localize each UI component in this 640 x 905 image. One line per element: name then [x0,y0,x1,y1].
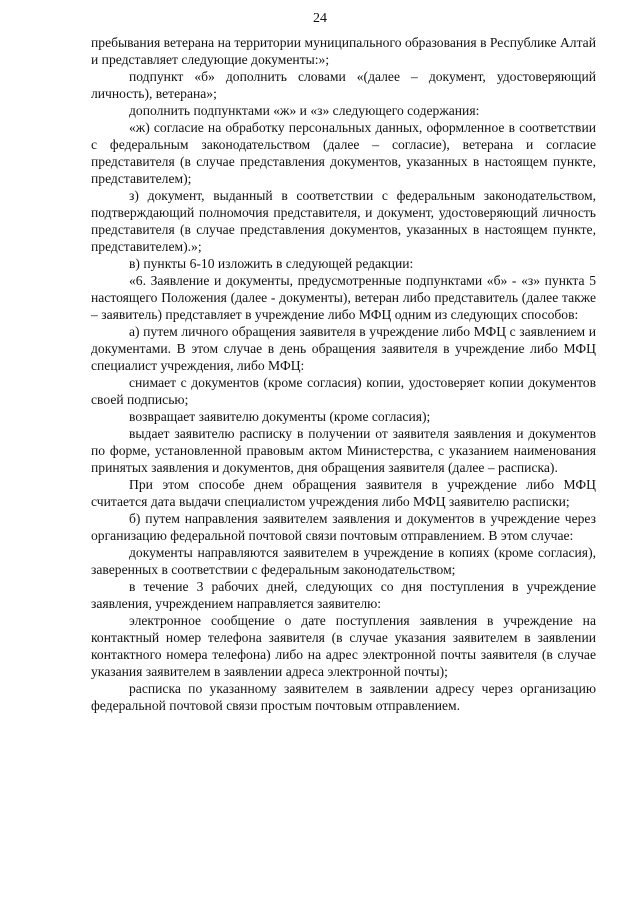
paragraph: «6. Заявление и документы, предусмотренные подпунктами «б» - «з» пункта 5 настоящего Положения (далее - документы), ветеран либо представитель (далее также – заявитель) представляет в учреждение либо МФЦ одним из следующих способов: [91,273,596,322]
document-body [91,34,596,714]
paragraph: расписка по указанному заявителем в заявлении адресу через организацию федеральной почтовой связи простым почтовым отправлением. [91,681,596,713]
paragraph-continuation: пребывания ветерана на территории муниципального образования в Республике Алтай и представляет следующие документы:»; [91,35,596,67]
paragraph: «ж) согласие на обработку персональных данных, оформленное в соответствии с федеральным законодательством (далее – согласие), ветерана и согласие представителя (в случае представления документов, указанных в настоящем пункте, представителем); [91,120,596,186]
paragraph: снимает с документов (кроме согласия) копии, удостоверяет копии документов своей подписью; [91,375,596,407]
paragraph: электронное сообщение о дате поступления заявления в учреждение на контактный номер телефона заявителя (в случае указания заявителем в заявлении контактного номера телефона) либо на адрес электронной почты заявителя (в случае указания заявителем в заявлении адреса электронной почты); [91,613,596,679]
paragraph: возвращает заявителю документы (кроме согласия); [129,409,431,424]
paragraph: документы направляются заявителем в учреждение в копиях (кроме согласия), заверенных в соответствии с федеральным законодательством; [91,545,596,577]
paragraph: дополнить подпунктами «ж» и «з» следующего содержания: [129,103,480,118]
paragraph: б) путем направления заявителем заявления и документов в учреждение через организацию федеральной почтовой связи почтовым отправлением. В этом случае: [91,511,596,543]
paragraph: в) пункты 6-10 изложить в следующей редакции: [129,256,414,271]
paragraph: подпункт «б» дополнить словами «(далее – документ, удостоверяющий личность), ветерана»; [91,69,596,101]
paragraph: При этом способе днем обращения заявителя в учреждение либо МФЦ считается дата выдачи специалистом учреждения либо МФЦ заявителю расписки; [91,477,596,509]
paragraph: а) путем личного обращения заявителя в учреждение либо МФЦ с заявлением и документами. В этом случае в день обращения заявителя в учреждение либо МФЦ специалист учреждения, либо МФЦ: [91,324,596,373]
paragraph: в течение 3 рабочих дней, следующих со дня поступления в учреждение заявления, учреждением направляется заявителю: [91,579,596,611]
paragraph: з) документ, выданный в соответствии с федеральным законодательством, подтверждающий полномочия представителя, и документ, удостоверяющий личность представителя (в случае представления документов, указанных в настоящем пункте, представителем).»; [91,188,596,254]
page-number: 24 [313,11,327,26]
paragraph: выдает заявителю расписку в получении от заявителя заявления и документов по форме, установленной правовым актом Министерства, с указанием наименования принятых заявления и документов, дня обращения заявителя (далее – расписка). [91,426,596,475]
